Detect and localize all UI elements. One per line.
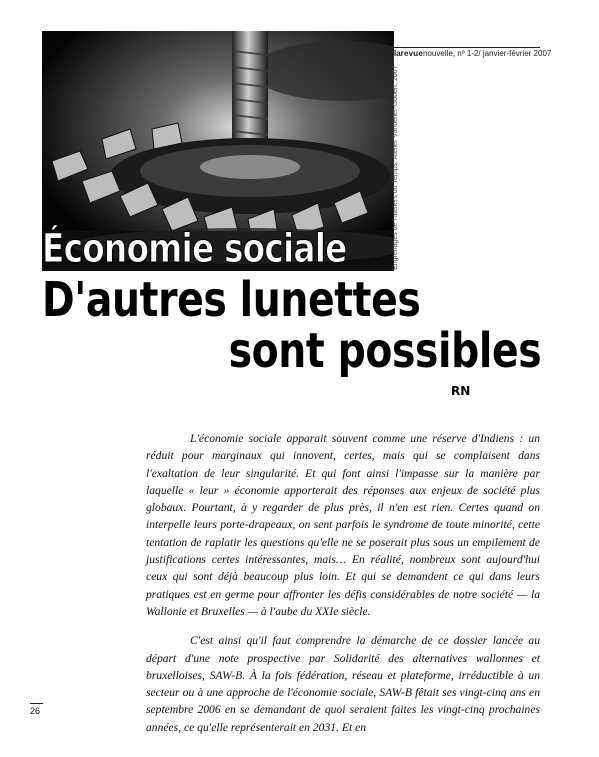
article-title-line-1: D'autres lunettes [42, 272, 421, 328]
header-rule [394, 47, 540, 48]
issue-info: nouvelle, nº 1-2/ janvier-février 2007 [423, 49, 552, 58]
article-body [146, 430, 540, 736]
paragraph: C'est ainsi qu'il faut comprendre la démarche de ce dossier lancée au départ d'une note prospective par Solidarité des alternatives wallonnes et bruxelloises, SAW-B. À la fois fédération, réseau et plateforme, irréductible à un secteur ou à une approche de l'économie sociale, SAW-B fêtait ses vingt-cinq ans en septembre 2006 en se demandant de quoi seraient faites les vingt-cinq prochaines années, ce qu'elle représenterait en 2031. Et en [146, 634, 540, 734]
page-number-rule [30, 703, 43, 704]
author-initials: RN [451, 384, 471, 398]
article-title-line-2: sont possibles [228, 323, 541, 379]
brand-la: la [394, 49, 401, 58]
brand-revue: revue [400, 49, 424, 58]
section-title: Économie sociale [42, 226, 347, 272]
page-number: 26 [30, 706, 41, 716]
photo-credit: Engrenages de l'ateliers du Temps, Atelier Vanbeller-Gobert, 2007 [392, 65, 399, 270]
paragraph: L'économie sociale apparait souvent comme une réserve d'Indiens : un réduit pour marginaux qui innovent, certes, mais qui se complaisent dans l'exaltation de leur singularité. Et qui font ainsi l'impasse sur la manière par laquelle « leur » économie apporterait des réponses aux enjeux de société plus globaux. Pourtant, à y regarder de plus près, il n'en est rien. Certes quand on interpelle leurs porte-drapeaux, on sent parfois le syndrome de toute minorité, cette tentation de raplatir les questions qu'elle ne se poserait plus sous un empilement de justifications certes intéressantes, mais… En réalité, nombreux sont aujourd'hui ceux qui sont déjà beaucoup plus loin. Et qui se demandent ce qui dans leurs pratiques est en germe pour affronter les défis considérables de notre société — la Wallonie et Bruxelles — à l'aube du XXIe siècle. [146, 432, 540, 618]
journal-header [394, 49, 552, 58]
